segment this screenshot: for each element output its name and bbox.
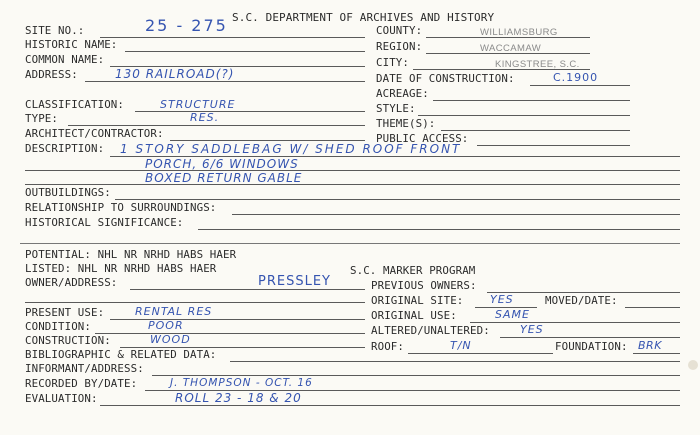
roof-value: T/N	[450, 339, 472, 352]
condition-line	[95, 333, 365, 334]
original-site-label: ORIGINAL SITE:	[371, 294, 464, 307]
description-label: DESCRIPTION:	[25, 142, 105, 155]
region-label: REGION:	[376, 40, 423, 53]
type-label: TYPE:	[25, 112, 59, 125]
significance-line	[198, 229, 680, 230]
recorded-value: J. THOMPSON - OCT. 16	[170, 377, 313, 389]
style-label: STYLE:	[376, 102, 416, 115]
construction-label: CONSTRUCTION:	[25, 334, 111, 347]
site-no-value: 25 - 275	[145, 16, 228, 35]
description-line-2	[25, 170, 680, 171]
date-construction-line	[530, 85, 630, 86]
altered-line	[500, 337, 680, 338]
section-divider	[20, 243, 680, 244]
original-use-label: ORIGINAL USE:	[371, 309, 457, 322]
present-use-value: RENTAL RES	[135, 305, 213, 318]
moved-date-label: MOVED/DATE:	[545, 294, 618, 307]
relationship-label: RELATIONSHIP TO SURROUNDINGS:	[25, 201, 217, 214]
foundation-label: FOUNDATION:	[555, 340, 628, 353]
description-value-3: BOXED RETURN GABLE	[145, 171, 303, 185]
previous-owners-line	[487, 292, 680, 293]
public-access-line	[477, 145, 630, 146]
acreage-line	[433, 100, 630, 101]
altered-value: YES	[520, 323, 544, 336]
outbuildings-label: OUTBUILDINGS:	[25, 186, 111, 199]
foundation-value: BRK	[638, 339, 662, 352]
owner-line-2	[25, 302, 365, 303]
description-value-2: PORCH, 6/6 WINDOWS	[145, 157, 299, 171]
evaluation-line	[100, 405, 680, 406]
type-value: RES.	[190, 111, 220, 124]
informant-line	[152, 375, 680, 376]
architect-line	[170, 140, 365, 141]
corner-punch-hole	[688, 360, 698, 370]
common-name-label: COMMON NAME:	[25, 53, 105, 66]
evaluation-label: EVALUATION:	[25, 392, 98, 405]
themes-label: THEME(S):	[376, 117, 436, 130]
owner-line-1	[130, 289, 365, 290]
roof-label: ROOF:	[371, 340, 405, 353]
site-no-label: SITE NO.:	[25, 24, 85, 37]
address-value: 130 RAILROAD(?)	[115, 67, 235, 81]
style-line	[418, 115, 630, 116]
relationship-line	[232, 214, 680, 215]
previous-owners-label: PREVIOUS OWNERS:	[371, 279, 477, 292]
description-value-1: 1 STORY SADDLEBAG W/ SHED ROOF FRONT	[120, 142, 462, 156]
date-construction-label: DATE OF CONSTRUCTION:	[376, 72, 515, 85]
themes-line	[441, 130, 630, 131]
architect-label: ARCHITECT/CONTRACTOR:	[25, 127, 164, 140]
foundation-line	[633, 353, 680, 354]
recorded-label: RECORDED BY/DATE:	[25, 377, 138, 390]
site-no-line	[100, 37, 365, 38]
historic-name-label: HISTORIC NAME:	[25, 38, 118, 51]
condition-label: CONDITION:	[25, 320, 92, 333]
region-value: WACCAMAW	[480, 43, 542, 54]
original-site-value: YES	[490, 293, 514, 306]
type-line	[68, 125, 365, 126]
altered-label: ALTERED/UNALTERED:	[371, 324, 490, 337]
address-line	[85, 81, 365, 82]
county-label: COUNTY:	[376, 24, 423, 37]
address-label: ADDRESS:	[25, 68, 78, 81]
city-label: CITY:	[376, 56, 410, 69]
classification-value: STRUCTURE	[160, 98, 236, 111]
bibliographic-label: BIBLIOGRAPHIC & RELATED DATA:	[25, 348, 217, 361]
card-title: S.C. DEPARTMENT OF ARCHIVES AND HISTORY	[232, 11, 495, 24]
moved-date-line	[625, 307, 680, 308]
construction-value: WOOD	[150, 333, 191, 346]
owner-value: PRESSLEY	[258, 274, 331, 289]
roof-line	[408, 353, 553, 354]
classification-line	[135, 111, 365, 112]
county-value: WILLIAMSBURG	[480, 27, 558, 38]
original-use-value: SAME	[495, 308, 530, 321]
significance-label: HISTORICAL SIGNIFICANCE:	[25, 216, 184, 229]
informant-label: INFORMANT/ADDRESS:	[25, 362, 144, 375]
evaluation-value: ROLL 23 - 18 & 20	[175, 391, 302, 405]
description-line-3	[25, 184, 680, 185]
condition-value: POOR	[148, 319, 184, 332]
date-construction-value: C.1900	[553, 71, 599, 84]
public-access-label: PUBLIC ACCESS:	[376, 132, 469, 145]
outbuildings-line	[115, 199, 680, 200]
present-use-label: PRESENT USE:	[25, 306, 105, 319]
bibliographic-line	[230, 361, 680, 362]
original-use-line	[470, 322, 680, 323]
owner-label: OWNER/ADDRESS:	[25, 276, 118, 289]
potential-row: POTENTIAL: NHL NR NRHD HABS HAER	[25, 248, 237, 261]
listed-row: LISTED: NHL NR NRHD HABS HAER	[25, 262, 217, 275]
acreage-label: ACREAGE:	[376, 87, 429, 100]
city-value: KINGSTREE, S.C.	[495, 59, 580, 70]
marker-program-label: S.C. MARKER PROGRAM	[350, 264, 476, 277]
classification-label: CLASSIFICATION:	[25, 98, 125, 111]
historic-name-line	[125, 51, 365, 52]
